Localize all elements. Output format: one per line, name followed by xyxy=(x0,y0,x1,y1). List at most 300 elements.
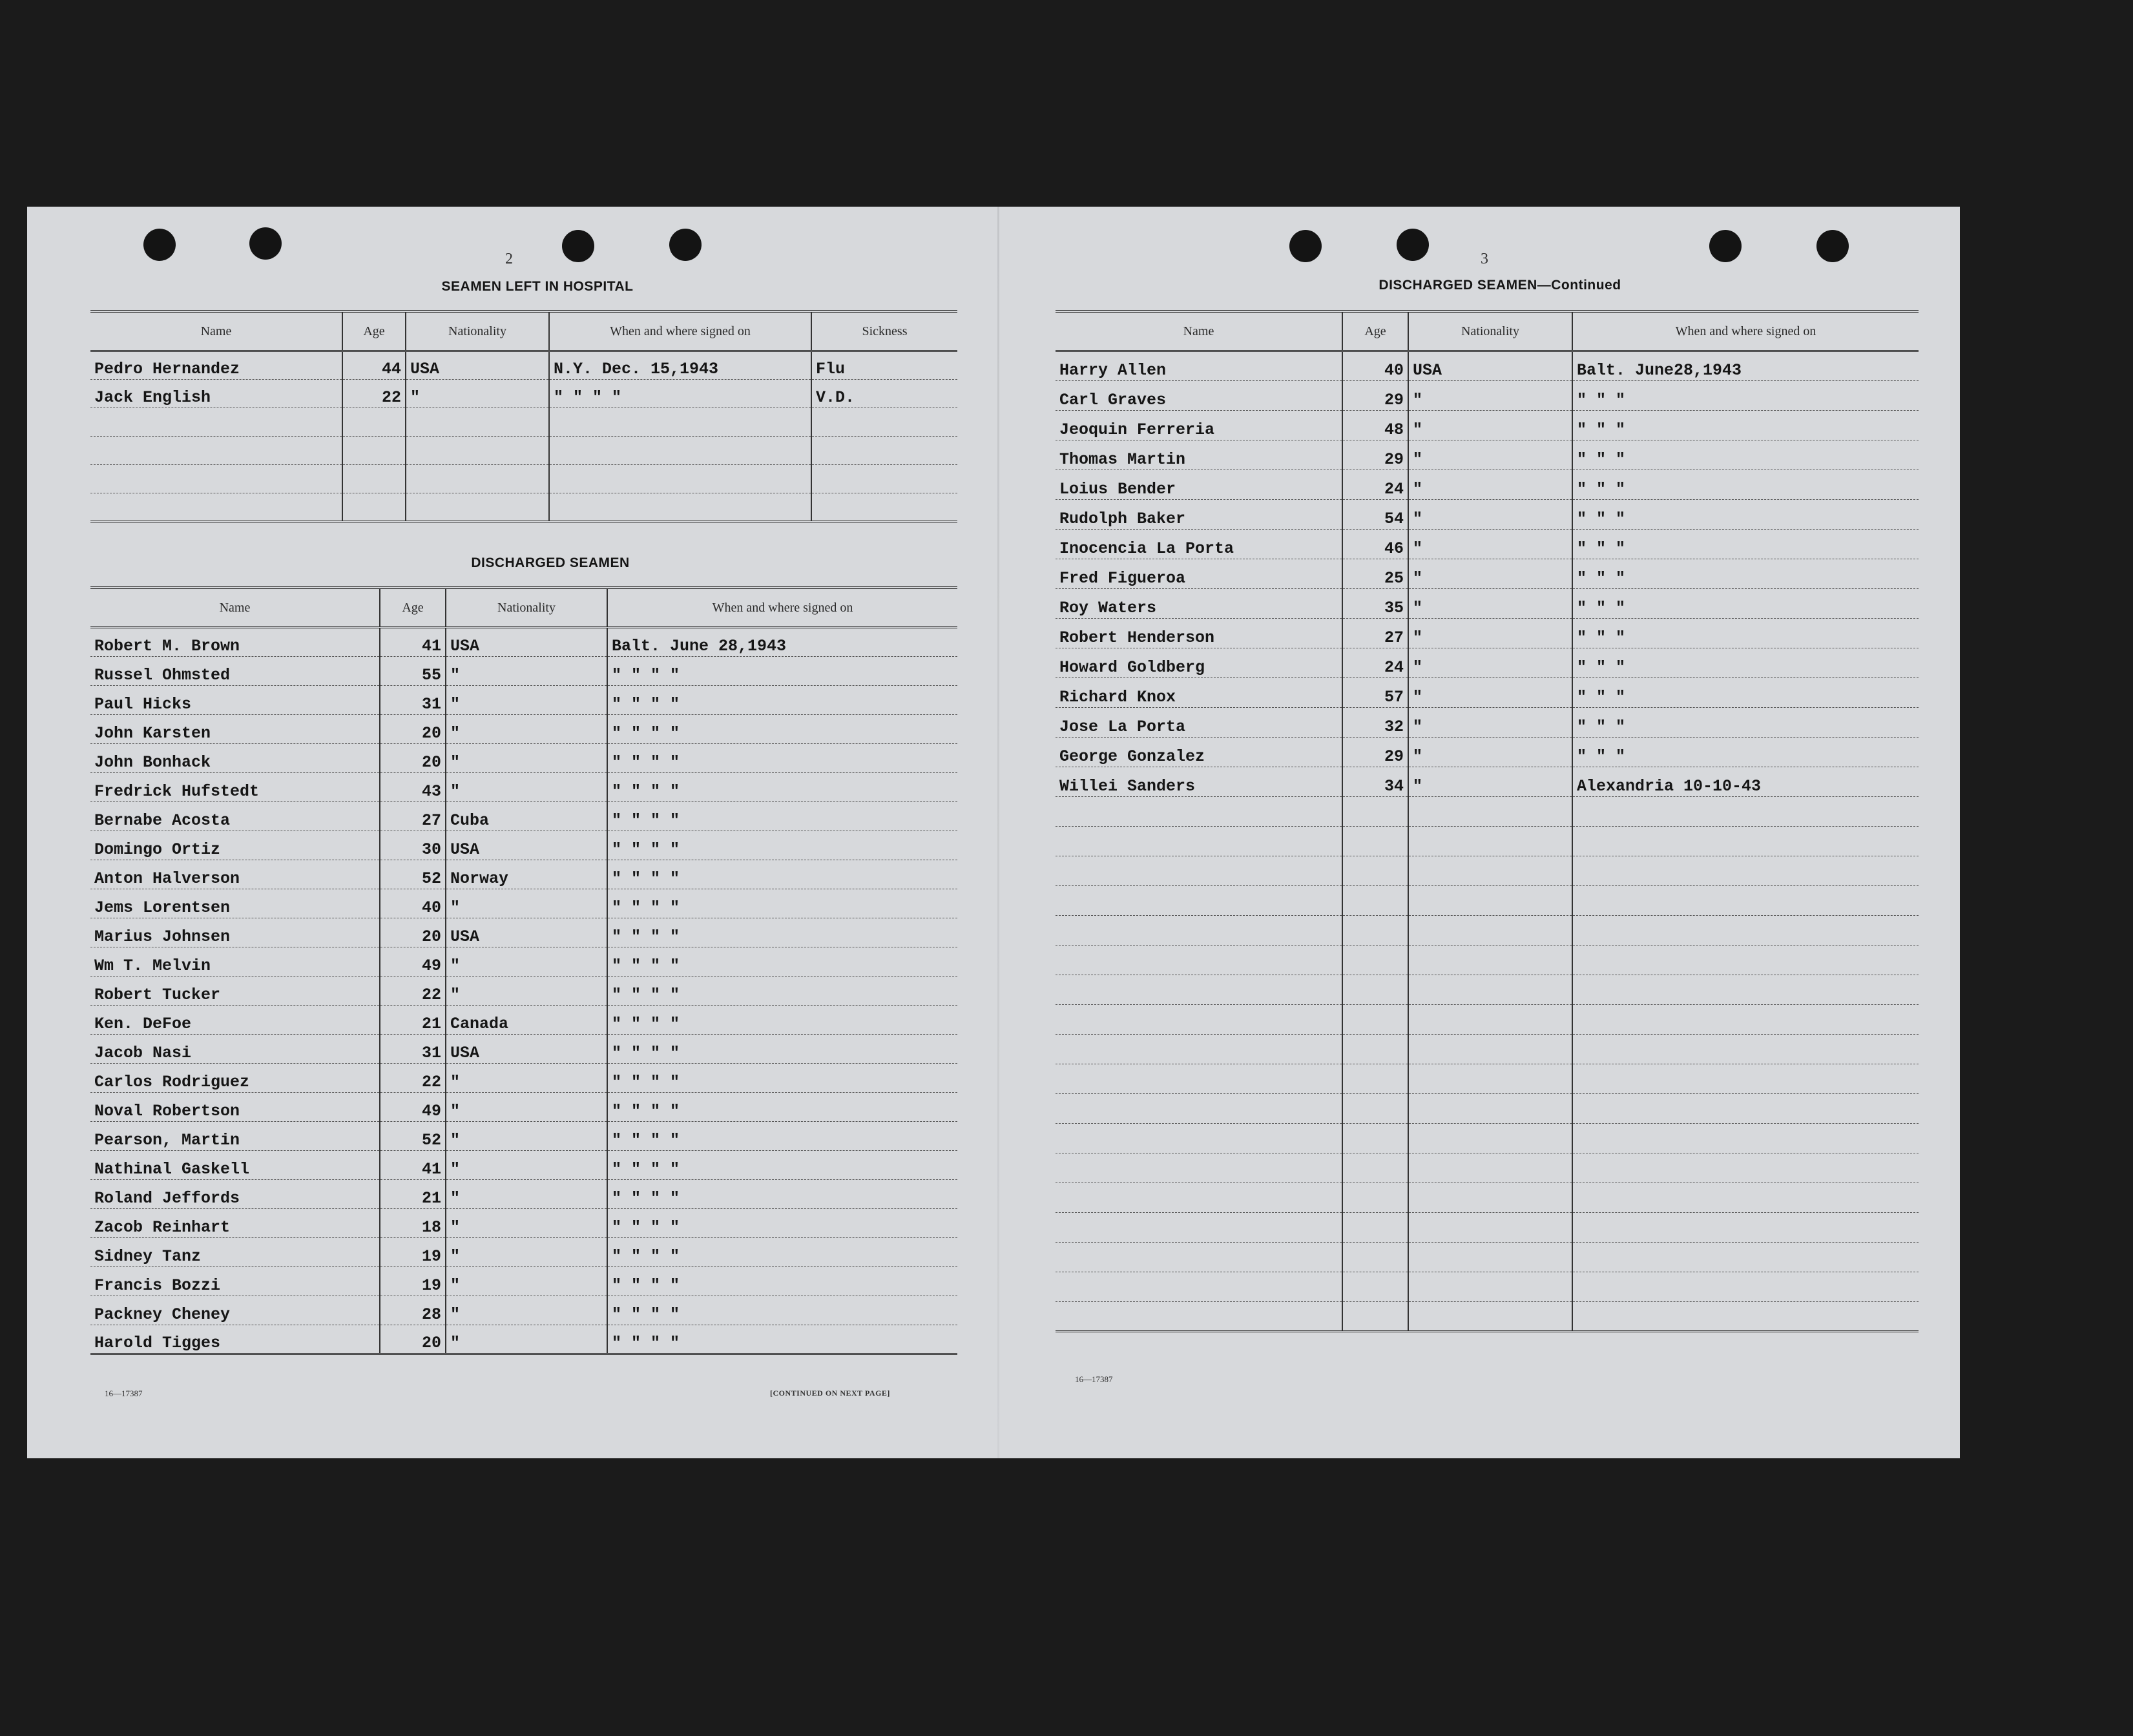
cell-when: " " " xyxy=(1572,738,1919,767)
cell-age: 22 xyxy=(342,380,406,408)
cell-name: Robert Tucker xyxy=(90,976,380,1006)
cell-nationality xyxy=(1408,1094,1572,1124)
cell-when: " " " xyxy=(1572,470,1919,500)
cell-nationality xyxy=(1408,886,1572,916)
cell-age: 40 xyxy=(380,889,446,918)
cell-age xyxy=(1342,1124,1408,1153)
cell-when: " " " " xyxy=(607,889,957,918)
cell-nationality: USA xyxy=(406,351,549,380)
cell-nationality: USA xyxy=(446,628,607,657)
cell-name: Ken. DeFoe xyxy=(90,1006,380,1035)
cell-age: 21 xyxy=(380,1180,446,1209)
table-row xyxy=(90,493,957,522)
cell-name: Francis Bozzi xyxy=(90,1267,380,1296)
table-row xyxy=(1056,1272,1919,1302)
column-header-when-where: When and where signed on xyxy=(607,588,957,628)
discharged-section-title: DISCHARGED SEAMEN xyxy=(471,555,630,570)
cell-name: Thomas Martin xyxy=(1056,440,1342,470)
cell-nationality xyxy=(406,493,549,522)
cell-age: 49 xyxy=(380,1093,446,1122)
punch-hole xyxy=(249,227,282,260)
cell-nationality: " xyxy=(446,947,607,976)
cell-when: " " " " xyxy=(607,1267,957,1296)
cell-name: Bernabe Acosta xyxy=(90,802,380,831)
cell-when: Alexandria 10-10-43 xyxy=(1572,767,1919,797)
cell-age: 48 xyxy=(1342,411,1408,440)
cell-nationality: " xyxy=(446,773,607,802)
table-row xyxy=(1056,916,1919,946)
table-row xyxy=(90,657,957,686)
cell-name: Nathinal Gaskell xyxy=(90,1151,380,1180)
discharged-continued-title: DISCHARGED SEAMEN—Continued xyxy=(1379,278,1621,293)
cell-when: " " " " xyxy=(607,1006,957,1035)
cell-when: " " " " xyxy=(607,918,957,947)
cell-when: " " " xyxy=(1572,500,1919,530)
cell-age: 29 xyxy=(1342,381,1408,411)
punch-hole xyxy=(143,229,176,261)
cell-age xyxy=(342,493,406,522)
table-row xyxy=(90,918,957,947)
cell-age xyxy=(1342,1035,1408,1064)
cell-nationality: USA xyxy=(446,918,607,947)
cell-nationality: " xyxy=(446,1151,607,1180)
cell-nationality: " xyxy=(1408,470,1572,500)
table-row xyxy=(90,860,957,889)
cell-nationality: " xyxy=(446,686,607,715)
table-row xyxy=(90,408,957,437)
table-row xyxy=(1056,440,1919,470)
cell-sickness xyxy=(811,408,957,437)
column-header-age: Age xyxy=(380,588,446,628)
cell-name: Roland Jeffords xyxy=(90,1180,380,1209)
table-row xyxy=(90,744,957,773)
cell-name: John Karsten xyxy=(90,715,380,744)
cell-nationality: " xyxy=(1408,559,1572,589)
cell-when: " " " xyxy=(1572,678,1919,708)
column-header-name: Name xyxy=(90,588,380,628)
table-row xyxy=(1056,1183,1919,1213)
column-header-age: Age xyxy=(1342,311,1408,351)
cell-age: 28 xyxy=(380,1296,446,1325)
table-row xyxy=(1056,708,1919,738)
cell-age xyxy=(1342,946,1408,975)
table-row xyxy=(90,773,957,802)
cell-sickness: V.D. xyxy=(811,380,957,408)
table-row xyxy=(90,380,957,408)
cell-age: 49 xyxy=(380,947,446,976)
cell-nationality xyxy=(1408,1153,1572,1183)
cell-nationality xyxy=(1408,797,1572,827)
cell-when: " " " " xyxy=(607,976,957,1006)
column-header-sickness: Sickness xyxy=(811,311,957,351)
cell-when xyxy=(1572,1124,1919,1153)
cell-age: 29 xyxy=(1342,440,1408,470)
discharged-continued-table xyxy=(1056,310,1919,1332)
table-row xyxy=(1056,1005,1919,1035)
table-row xyxy=(1056,1094,1919,1124)
cell-name xyxy=(1056,975,1342,1005)
cell-age: 52 xyxy=(380,1122,446,1151)
cell-age: 22 xyxy=(380,976,446,1006)
cell-name: Harry Allen xyxy=(1056,351,1342,381)
cell-name xyxy=(1056,1124,1342,1153)
table-row xyxy=(1056,1302,1919,1332)
cell-age xyxy=(1342,916,1408,946)
cell-name: Rudolph Baker xyxy=(1056,500,1342,530)
table-row xyxy=(1056,767,1919,797)
cell-age xyxy=(342,408,406,437)
cell-when xyxy=(1572,827,1919,856)
cell-nationality: " xyxy=(446,1209,607,1238)
cell-age xyxy=(1342,856,1408,886)
cell-nationality xyxy=(406,465,549,493)
cell-age xyxy=(1342,1183,1408,1213)
table-row xyxy=(90,1093,957,1122)
table-row xyxy=(90,437,957,465)
table-row xyxy=(1056,1064,1919,1094)
cell-name: Domingo Ortiz xyxy=(90,831,380,860)
column-header-nationality: Nationality xyxy=(1408,311,1572,351)
cell-name xyxy=(1056,1213,1342,1243)
cell-name: Fred Figueroa xyxy=(1056,559,1342,589)
cell-when: " " " xyxy=(1572,440,1919,470)
cell-age: 54 xyxy=(1342,500,1408,530)
cell-nationality xyxy=(1408,1213,1572,1243)
cell-age: 35 xyxy=(1342,589,1408,619)
cell-name xyxy=(1056,1064,1342,1094)
cell-name xyxy=(1056,1094,1342,1124)
table-row xyxy=(1056,470,1919,500)
cell-when: " " " xyxy=(1572,530,1919,559)
cell-age: 20 xyxy=(380,1325,446,1354)
cell-when: " " " " xyxy=(607,1093,957,1122)
cell-age: 31 xyxy=(380,1035,446,1064)
cell-when: " " " " xyxy=(607,1238,957,1267)
cell-name xyxy=(1056,946,1342,975)
cell-age: 55 xyxy=(380,657,446,686)
cell-age: 46 xyxy=(1342,530,1408,559)
cell-when xyxy=(1572,1243,1919,1272)
cell-name: Russel Ohmsted xyxy=(90,657,380,686)
cell-when xyxy=(1572,1005,1919,1035)
cell-nationality: " xyxy=(446,657,607,686)
cell-name: Jack English xyxy=(90,380,342,408)
table-row xyxy=(90,628,957,657)
cell-name xyxy=(90,465,342,493)
table-row xyxy=(90,1151,957,1180)
discharged-table xyxy=(90,586,957,1355)
cell-age: 27 xyxy=(1342,619,1408,648)
cell-when xyxy=(549,437,811,465)
cell-when xyxy=(1572,1153,1919,1183)
cell-sickness xyxy=(811,493,957,522)
cell-when: " " " " xyxy=(607,744,957,773)
table-row xyxy=(90,1238,957,1267)
cell-nationality xyxy=(1408,1243,1572,1272)
table-row xyxy=(90,976,957,1006)
cell-age: 20 xyxy=(380,744,446,773)
cell-name xyxy=(1056,1243,1342,1272)
table-row xyxy=(1056,411,1919,440)
punch-hole xyxy=(1709,230,1742,262)
cell-nationality: " xyxy=(446,1325,607,1354)
cell-sickness: Flu xyxy=(811,351,957,380)
cell-age xyxy=(1342,1243,1408,1272)
cell-nationality: USA xyxy=(446,1035,607,1064)
cell-name: George Gonzalez xyxy=(1056,738,1342,767)
cell-when: " " " " xyxy=(607,715,957,744)
cell-name: Carlos Rodriguez xyxy=(90,1064,380,1093)
punch-hole xyxy=(669,229,702,261)
cell-nationality: " xyxy=(446,1238,607,1267)
cell-name: Fredrick Hufstedt xyxy=(90,773,380,802)
cell-when xyxy=(549,408,811,437)
cell-when xyxy=(1572,1035,1919,1064)
cell-nationality xyxy=(406,437,549,465)
column-header-nationality: Nationality xyxy=(406,311,549,351)
table-row xyxy=(90,802,957,831)
cell-name: Loius Bender xyxy=(1056,470,1342,500)
cell-when: " " " " xyxy=(607,947,957,976)
cell-name xyxy=(1056,797,1342,827)
cell-name: Paul Hicks xyxy=(90,686,380,715)
cell-name: Inocencia La Porta xyxy=(1056,530,1342,559)
cell-nationality: " xyxy=(446,715,607,744)
cell-nationality xyxy=(1408,916,1572,946)
cell-nationality xyxy=(1408,1272,1572,1302)
punch-hole xyxy=(1816,230,1849,262)
table-row xyxy=(90,947,957,976)
table-row xyxy=(90,465,957,493)
table-row xyxy=(1056,1124,1919,1153)
cell-nationality xyxy=(1408,1302,1572,1332)
cell-age: 40 xyxy=(1342,351,1408,381)
cell-when: " " " xyxy=(1572,559,1919,589)
cell-when xyxy=(1572,797,1919,827)
cell-when: " " " " xyxy=(607,1296,957,1325)
cell-nationality: " xyxy=(446,1122,607,1151)
table-row xyxy=(1056,530,1919,559)
cell-nationality: " xyxy=(446,1093,607,1122)
cell-nationality xyxy=(406,408,549,437)
cell-nationality: " xyxy=(406,380,549,408)
table-row xyxy=(90,831,957,860)
cell-name: Zacob Reinhart xyxy=(90,1209,380,1238)
cell-nationality: " xyxy=(446,1180,607,1209)
cell-name: Richard Knox xyxy=(1056,678,1342,708)
table-row xyxy=(90,1296,957,1325)
cell-nationality: USA xyxy=(446,831,607,860)
page-fold xyxy=(997,207,999,1458)
cell-age: 44 xyxy=(342,351,406,380)
cell-name xyxy=(1056,856,1342,886)
cell-age: 32 xyxy=(1342,708,1408,738)
cell-age xyxy=(1342,1302,1408,1332)
cell-nationality: Norway xyxy=(446,860,607,889)
cell-nationality: " xyxy=(446,1296,607,1325)
cell-when: " " " " xyxy=(607,657,957,686)
cell-nationality xyxy=(1408,1005,1572,1035)
cell-nationality: " xyxy=(1408,411,1572,440)
table-row xyxy=(1056,797,1919,827)
punch-hole xyxy=(1397,229,1429,261)
table-row xyxy=(90,1325,957,1354)
hospital-section-title: SEAMEN LEFT IN HOSPITAL xyxy=(441,279,634,294)
cell-age: 43 xyxy=(380,773,446,802)
cell-when xyxy=(1572,886,1919,916)
cell-nationality: " xyxy=(446,976,607,1006)
cell-name: Willei Sanders xyxy=(1056,767,1342,797)
cell-age xyxy=(1342,1094,1408,1124)
cell-nationality xyxy=(1408,856,1572,886)
table-row xyxy=(1056,381,1919,411)
cell-name: Carl Graves xyxy=(1056,381,1342,411)
table-row xyxy=(90,1035,957,1064)
cell-when: " " " xyxy=(1572,381,1919,411)
table-row xyxy=(1056,678,1919,708)
cell-nationality: USA xyxy=(1408,351,1572,381)
cell-nationality: " xyxy=(1408,500,1572,530)
cell-when xyxy=(1572,1302,1919,1332)
cell-sickness xyxy=(811,465,957,493)
continued-note: [CONTINUED ON NEXT PAGE] xyxy=(770,1389,890,1398)
cell-when: " " " " xyxy=(607,1064,957,1093)
column-header-nationality: Nationality xyxy=(446,588,607,628)
form-number: 16—17387 xyxy=(105,1389,143,1398)
cell-when: " " " " xyxy=(607,860,957,889)
cell-age: 27 xyxy=(380,802,446,831)
table-row xyxy=(1056,559,1919,589)
cell-when: " " " " xyxy=(607,1122,957,1151)
cell-age: 18 xyxy=(380,1209,446,1238)
cell-when: " " " xyxy=(1572,619,1919,648)
cell-age xyxy=(1342,1153,1408,1183)
table-row xyxy=(90,351,957,380)
cell-name: Jeoquin Ferreria xyxy=(1056,411,1342,440)
table-row xyxy=(90,715,957,744)
cell-age: 34 xyxy=(1342,767,1408,797)
cell-when xyxy=(1572,1094,1919,1124)
cell-age: 20 xyxy=(380,918,446,947)
cell-when xyxy=(1572,916,1919,946)
cell-age: 41 xyxy=(380,628,446,657)
cell-nationality: Canada xyxy=(446,1006,607,1035)
cell-nationality: " xyxy=(446,889,607,918)
cell-nationality: " xyxy=(1408,767,1572,797)
cell-name: Jacob Nasi xyxy=(90,1035,380,1064)
cell-nationality: " xyxy=(1408,648,1572,678)
cell-age xyxy=(1342,1005,1408,1035)
cell-when: N.Y. Dec. 15,1943 xyxy=(549,351,811,380)
cell-nationality: " xyxy=(1408,381,1572,411)
cell-when xyxy=(549,493,811,522)
cell-name xyxy=(1056,1183,1342,1213)
cell-nationality xyxy=(1408,1064,1572,1094)
cell-age: 19 xyxy=(380,1238,446,1267)
table-row xyxy=(90,1006,957,1035)
table-row xyxy=(1056,738,1919,767)
cell-age xyxy=(342,437,406,465)
table-row xyxy=(90,1209,957,1238)
cell-when xyxy=(1572,946,1919,975)
cell-age: 25 xyxy=(1342,559,1408,589)
table-row xyxy=(1056,648,1919,678)
cell-name xyxy=(1056,1272,1342,1302)
cell-age xyxy=(1342,1213,1408,1243)
cell-name: Sidney Tanz xyxy=(90,1238,380,1267)
column-header-when-where: When and where signed on xyxy=(549,311,811,351)
table-row xyxy=(90,1122,957,1151)
cell-nationality xyxy=(1408,975,1572,1005)
table-row xyxy=(90,1267,957,1296)
cell-nationality: " xyxy=(1408,678,1572,708)
punch-hole xyxy=(1289,230,1322,262)
table-row xyxy=(1056,856,1919,886)
cell-name xyxy=(1056,1302,1342,1332)
cell-name: Howard Goldberg xyxy=(1056,648,1342,678)
cell-nationality: " xyxy=(1408,589,1572,619)
table-row xyxy=(1056,827,1919,856)
cell-name: Roy Waters xyxy=(1056,589,1342,619)
cell-age: 31 xyxy=(380,686,446,715)
cell-name xyxy=(1056,886,1342,916)
cell-name xyxy=(1056,1153,1342,1183)
cell-age xyxy=(1342,827,1408,856)
cell-when: " " " " xyxy=(607,1180,957,1209)
cell-when: " " " " xyxy=(607,802,957,831)
cell-when: " " " xyxy=(1572,708,1919,738)
cell-nationality xyxy=(1408,946,1572,975)
table-row xyxy=(1056,500,1919,530)
cell-when xyxy=(1572,1183,1919,1213)
column-header-name: Name xyxy=(1056,311,1342,351)
cell-when xyxy=(549,465,811,493)
cell-nationality: " xyxy=(446,1064,607,1093)
cell-nationality: " xyxy=(1408,440,1572,470)
cell-age xyxy=(1342,797,1408,827)
cell-when: " " " " xyxy=(607,831,957,860)
ledger-sheet xyxy=(27,207,1960,1458)
cell-name: Pearson, Martin xyxy=(90,1122,380,1151)
table-row xyxy=(1056,619,1919,648)
cell-nationality: Cuba xyxy=(446,802,607,831)
cell-name: Jems Lorentsen xyxy=(90,889,380,918)
cell-age xyxy=(1342,1064,1408,1094)
cell-name: Marius Johnsen xyxy=(90,918,380,947)
cell-name: Robert Henderson xyxy=(1056,619,1342,648)
cell-age xyxy=(1342,975,1408,1005)
cell-when xyxy=(1572,1213,1919,1243)
cell-when: " " " " xyxy=(607,686,957,715)
cell-when: " " " " xyxy=(607,1209,957,1238)
cell-age: 41 xyxy=(380,1151,446,1180)
cell-when: Balt. June28,1943 xyxy=(1572,351,1919,381)
column-header-name: Name xyxy=(90,311,342,351)
cell-age xyxy=(1342,1272,1408,1302)
cell-age xyxy=(342,465,406,493)
cell-when: Balt. June 28,1943 xyxy=(607,628,957,657)
cell-name: Harold Tigges xyxy=(90,1325,380,1354)
cell-name: Jose La Porta xyxy=(1056,708,1342,738)
cell-name xyxy=(1056,916,1342,946)
cell-when: " " " xyxy=(1572,589,1919,619)
cell-nationality: " xyxy=(1408,619,1572,648)
cell-when: " " " xyxy=(1572,411,1919,440)
cell-when xyxy=(1572,1064,1919,1094)
cell-name: Robert M. Brown xyxy=(90,628,380,657)
cell-nationality: " xyxy=(446,744,607,773)
table-row xyxy=(90,1180,957,1209)
